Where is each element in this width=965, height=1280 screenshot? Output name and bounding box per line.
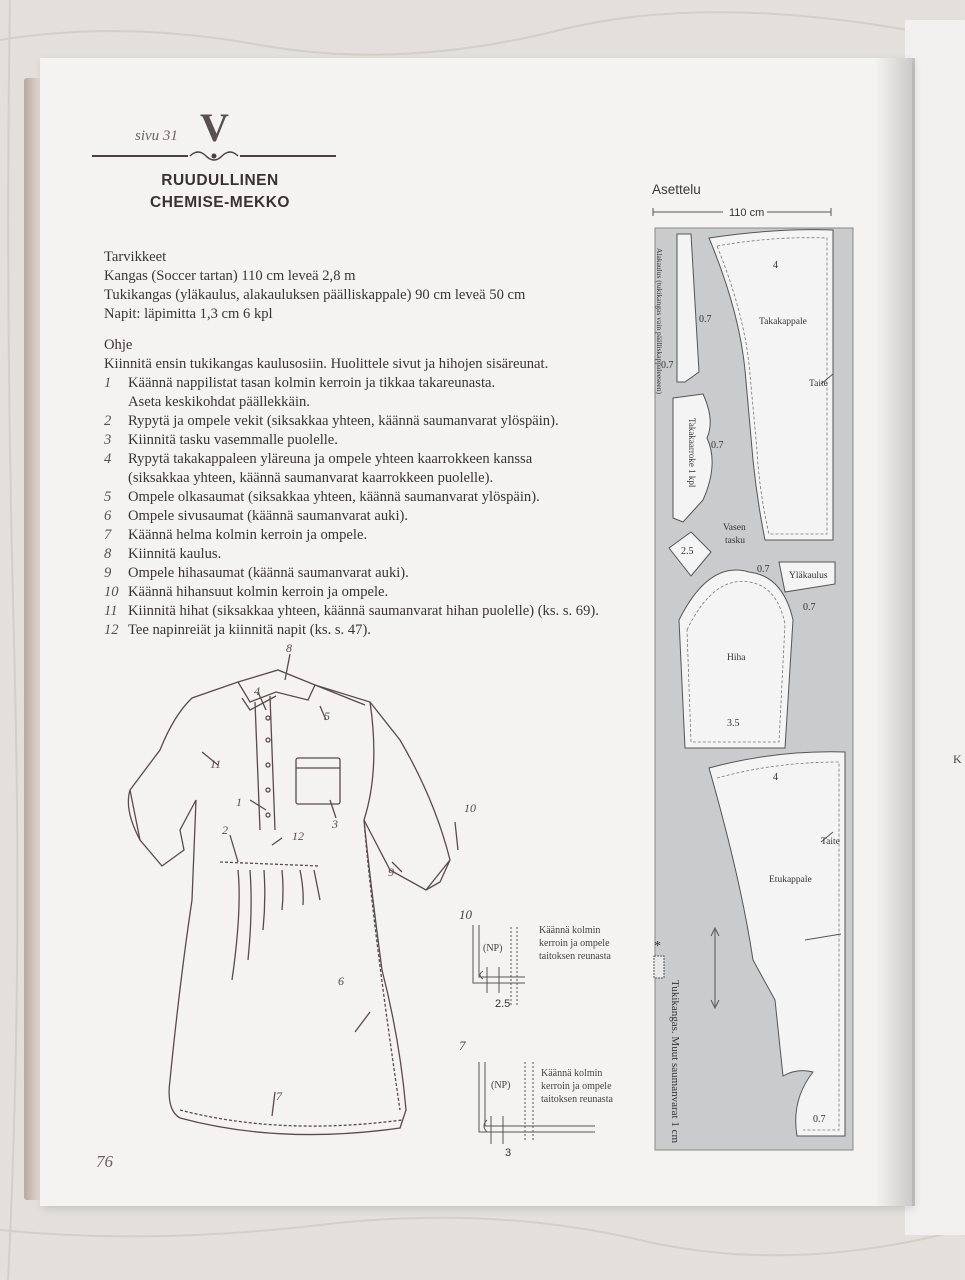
detail-10-np: (NP)	[483, 943, 503, 954]
facing-page-letter: K	[953, 752, 962, 766]
callout-5: 5	[324, 709, 330, 723]
pattern-title	[100, 170, 340, 214]
measure-sleeve: 3.5	[727, 718, 740, 729]
label-taite-front: Taite	[821, 837, 840, 847]
legend-interfacing-swatch	[654, 956, 664, 978]
materials-buttons: Napit: läpimitta 1,3 cm 6 kpl	[104, 306, 273, 322]
callout-11: 11	[210, 757, 222, 771]
button-mark	[266, 763, 270, 767]
label-alakaulus: Alakaulus (tukikangas vain päälliskappaleeseen)	[655, 248, 664, 394]
measure-upper-collar-left: 0.7	[757, 564, 770, 575]
sleeve-right	[364, 702, 374, 820]
step-number: 12	[104, 622, 119, 638]
measure-back-top: 4	[773, 260, 778, 271]
step-text: Rypytä ja ompele vekit (siksakkaa yhteen, käännä saumanvarat ylöspäin).	[128, 413, 559, 429]
side-seam	[364, 820, 400, 1110]
button-mark	[266, 716, 270, 720]
detail-7-diagram	[455, 1036, 635, 1161]
waist-seam	[220, 862, 320, 866]
step-text: Käännä helma kolmin kerroin ja ompele.	[128, 527, 368, 543]
callout-12: 12	[292, 829, 304, 843]
measure-upper-collar-bottom: 0.7	[803, 602, 816, 613]
button-mark	[266, 813, 270, 817]
gathers	[232, 870, 320, 980]
callout-6: 6	[338, 974, 344, 988]
callout-1: 1	[236, 795, 242, 809]
ornament-rule	[90, 144, 340, 166]
page-reference: sivu 31	[135, 128, 178, 144]
detail-10-note-1: Käännä kolmin	[539, 925, 601, 936]
title-line-2: CHEMISE-MEKKO	[150, 194, 290, 211]
step-number: 8	[104, 546, 112, 562]
step-text: (siksakkaa yhteen, käännä saumanvarat kaarrokkeen puolelle).	[128, 470, 494, 486]
step-text: Tee napinreiät ja kiinnitä napit (ks. s. 47).	[128, 622, 371, 638]
detail-7-note-2: kerroin ja ompele	[541, 1081, 612, 1092]
page-number: 76	[96, 1152, 113, 1171]
step-number: 3	[104, 432, 112, 448]
instructions-title: Ohje	[104, 337, 133, 353]
spine-shadow	[875, 58, 915, 1206]
materials-interfacing: Tukikangas (yläkaulus, alakauluksen päälliskappale) 90 cm leveä 50 cm	[104, 287, 526, 303]
step-text: Ompele olkasaumat (siksakkaa yhteen, käännä saumanvarat ylöspäin).	[128, 489, 540, 505]
step-text: Käännä nappilistat tasan kolmin kerroin ja tikkaa takareunasta.	[128, 375, 496, 391]
step-number: 11	[104, 603, 118, 619]
step-text: Aseta keskikohdat päällekkäin.	[128, 394, 310, 410]
step-text: Kiinnitä hihat (siksakkaa yhteen, käännä saumanvarat hihan puolelle) (ks. s. 69).	[128, 603, 599, 619]
step-text: Ompele hihasaumat (käännä saumanvarat auki).	[128, 565, 409, 581]
label-etukappale: Etukappale	[769, 875, 812, 885]
detail-7-note-3: taitoksen reunasta	[541, 1094, 613, 1105]
materials-fabric: Kangas (Soccer tartan) 110 cm leveä 2,8 m	[104, 268, 356, 284]
label-tasku: tasku	[725, 536, 746, 546]
detail-7-note-1: Käännä kolmin	[541, 1068, 603, 1079]
button-mark	[266, 738, 270, 742]
detail-7-measure: 3	[505, 1147, 512, 1159]
label-ylakaulus: Yläkaulus	[789, 571, 828, 581]
label-vasen: Vasen	[723, 523, 746, 533]
measure-left-edge: 0.7	[661, 360, 674, 371]
measure-front-top: 4	[773, 772, 778, 783]
layout-title: Asettelu	[652, 182, 701, 197]
title-line-1: RUUDULLINEN	[161, 172, 279, 189]
label-hiha: Hiha	[727, 653, 746, 663]
step-text: Ompele sivusaumat (käännä saumanvarat auki).	[128, 508, 409, 524]
legend-asterisk: *	[654, 939, 661, 954]
callout-8: 8	[286, 641, 292, 655]
step-number: 5	[104, 489, 112, 505]
detail-7-number: 7	[459, 1038, 466, 1053]
step-number: 1	[104, 375, 112, 391]
shoulder-seam	[315, 685, 365, 705]
step-number: 9	[104, 565, 112, 581]
label-taite-back: Taite	[809, 379, 828, 389]
callout-7: 7	[276, 1089, 282, 1103]
detail-10-measure: 2.5	[495, 998, 511, 1010]
cuff-left	[130, 790, 140, 840]
detail-10-diagram	[455, 905, 635, 1015]
detail-10-note-2: kerroin ja ompele	[539, 938, 610, 949]
callout-2: 2	[222, 823, 228, 837]
step-text: Rypytä takakappaleen yläreuna ja ompele yhteen kaarrokkeen kanssa	[128, 451, 533, 467]
instructions-intro: Kiinnitä ensin tukikangas kaulusosiin. Huolittele sivut ja hihojen sisäreunat.	[104, 356, 549, 372]
fabric-width: 110 cm	[729, 207, 765, 219]
step-text: Kiinnitä kaulus.	[128, 546, 222, 562]
step-number: 6	[104, 508, 112, 524]
layout-legend	[648, 939, 681, 1170]
callout-9: 9	[388, 865, 394, 879]
detail-10-number: 10	[459, 907, 472, 922]
step-number: 7	[104, 527, 112, 543]
detail-7-np: (NP)	[491, 1080, 511, 1091]
callout-3: 3	[332, 817, 338, 831]
measure-front-bottom: 0.7	[813, 1114, 826, 1125]
collar-shape	[238, 670, 315, 702]
step-text: Käännä hihansuut kolmin kerroin ja ompele.	[128, 584, 389, 600]
label-takakappale: Takakappale	[759, 317, 807, 327]
measure-alakaulus: 0.7	[699, 314, 712, 325]
step-text: Kiinnitä tasku vasemmalle puolelle.	[128, 432, 338, 448]
hem-stitch	[180, 1110, 402, 1126]
step-number: 10	[104, 584, 119, 600]
callout-10: 10	[464, 801, 476, 815]
measure-yoke: 0.7	[711, 440, 724, 451]
dress-outline	[128, 682, 450, 1135]
chest-pocket	[296, 758, 340, 804]
measure-pocket: 2.5	[681, 546, 694, 557]
detail-10-note-3: taitoksen reunasta	[539, 951, 611, 962]
callout-4: 4	[254, 684, 260, 698]
button-mark	[266, 788, 270, 792]
pattern-letter: V	[200, 105, 229, 150]
step-number: 2	[104, 413, 112, 429]
materials-title: Tarvikkeet	[104, 249, 167, 265]
label-takakaarroke: Takakaarroke 1 kpl	[687, 418, 697, 488]
legend-text: Tukikangas. Muut saumanvarat 1 cm	[669, 980, 681, 1144]
step-number: 4	[104, 451, 112, 467]
